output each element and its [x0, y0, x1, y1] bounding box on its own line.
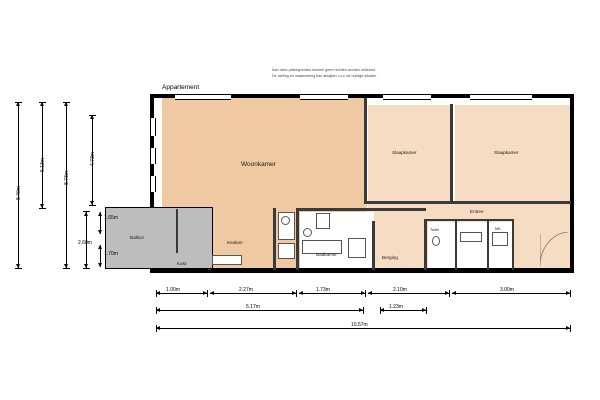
kitchen-stove-icon	[278, 243, 295, 259]
wall-right	[570, 94, 574, 273]
wall-interior-berging-left	[372, 221, 375, 270]
dim-label-3-00m: 3.00m	[500, 287, 514, 293]
dim-tick-1a	[156, 290, 157, 297]
dim-arrow-down-170	[98, 263, 102, 267]
shower-icon	[348, 238, 366, 258]
dim-label-10-57m: 10.57m	[351, 322, 368, 328]
dim-arrow-left-5	[452, 291, 456, 295]
wall-interior-mk-right	[512, 221, 514, 270]
dim-label-8-40m: 8.40m	[16, 186, 22, 200]
dim-line-10-57m	[156, 328, 570, 329]
page-title: Appartement	[162, 84, 200, 91]
dim-arrow-up-260	[84, 212, 88, 216]
dim-arrow-up-165	[98, 212, 102, 216]
room-fill-berging	[375, 225, 423, 270]
room-label-balkon: Balkon	[130, 235, 145, 240]
kitchen-cabinet	[212, 255, 242, 265]
wall-interior-woonkamer-right	[364, 98, 367, 204]
dim-tick-6a	[156, 307, 157, 314]
dim-line-1-00m	[156, 293, 207, 294]
wall-interior-badkamer-top	[296, 208, 426, 211]
dim-label-2-27m: 2.27m	[239, 287, 253, 293]
dim-tick-513b	[39, 208, 46, 209]
dim-label-8-73m: 8.73m	[64, 171, 70, 185]
dim-tick-840a	[15, 102, 22, 103]
meterkast-unit	[492, 232, 508, 246]
dim-line-1-23m	[380, 310, 426, 311]
dim-label-1-73m: 1.73m	[316, 287, 330, 293]
dim-line-1-73m	[299, 293, 365, 294]
dim-arrow-left-2	[210, 291, 214, 295]
room-label-berging: Berging	[382, 255, 398, 260]
dim-line-2-10m	[368, 293, 449, 294]
room-label-woonkamer: Woonkamer	[241, 161, 276, 168]
dim-line-2-27m	[210, 293, 296, 294]
room-label-slaapkamer-1: Slaapkamer	[392, 150, 417, 155]
dim-tick-6b	[363, 307, 364, 314]
window-left-1	[150, 118, 156, 136]
dim-tick-840b	[15, 268, 22, 269]
washbasin-icon	[303, 228, 312, 237]
wall-interior-corridor-top	[364, 201, 571, 204]
window-left-3	[150, 176, 156, 192]
dim-line-3-00m	[452, 293, 570, 294]
window-top-3	[383, 94, 431, 100]
dim-tick-5b	[570, 290, 571, 297]
toilet-icon	[432, 236, 440, 246]
room-label-kast: Kast	[177, 261, 187, 266]
wall-bottom	[150, 268, 574, 273]
wall-interior-toilet-left	[424, 219, 427, 270]
dim-label-1-00m: 1.00m	[166, 287, 180, 293]
dim-label-2-60m: 2.60m	[78, 240, 92, 246]
dim-label-5-13m: 5.13m	[40, 158, 46, 172]
room-fill-toilet-mk	[428, 222, 514, 270]
wall-interior-badkamer-left	[296, 208, 299, 270]
wall-interior-toilet-top	[427, 219, 514, 221]
dim-tick-2b	[296, 290, 297, 297]
room-label-toilet: Toilet	[430, 228, 439, 232]
dim-tick-513a	[39, 102, 46, 103]
dim-tick-3b	[365, 290, 366, 297]
room-label-keuken: Keuken	[227, 240, 243, 245]
dim-tick-873b	[63, 268, 70, 269]
disclaimer-line-1: Aan deze plattegronden kunnen geen rechten worden ontleend.	[272, 68, 377, 72]
dim-label-1-65m: 1.65m	[104, 215, 118, 221]
dim-tick-4b	[449, 290, 450, 297]
wall-interior-slaapkamers	[450, 104, 453, 204]
wall-interior-keuken-right	[273, 208, 276, 270]
dim-label-5-17m: 5.17m	[246, 304, 260, 310]
dim-line-8-40m	[18, 102, 19, 268]
dim-label-2-10m: 2.10m	[393, 287, 407, 293]
dim-tick-473b	[89, 205, 96, 206]
dim-arrow-up-170	[98, 245, 102, 249]
dim-arrow-left-3	[299, 291, 303, 295]
dim-label-1-23m: 1.23m	[389, 304, 403, 310]
dim-tick-8b	[570, 325, 571, 332]
room-label-mk: MK	[495, 227, 501, 231]
window-left-2	[150, 148, 156, 164]
window-top-2	[300, 94, 348, 100]
dim-tick-260b	[83, 268, 90, 269]
dim-tick-7b	[426, 307, 427, 314]
dim-tick-873a	[63, 102, 70, 103]
dim-tick-473a	[89, 115, 96, 116]
dim-tick-7a	[380, 307, 381, 314]
dim-arrow-left-4	[368, 291, 372, 295]
kitchen-sink-icon	[281, 216, 290, 225]
dim-line-5-17m	[156, 310, 363, 311]
window-top-1	[175, 94, 231, 100]
utility-counter	[460, 232, 482, 242]
dim-tick-1b	[207, 290, 208, 297]
dim-line-5-13m	[42, 102, 43, 208]
dim-arrow-down-165	[98, 230, 102, 234]
entry-door-swing-icon	[540, 232, 570, 268]
dim-tick-8a	[156, 325, 157, 332]
dim-line-8-73m	[66, 102, 67, 268]
window-top-4	[470, 94, 532, 100]
dim-label-4-73m: 4.73m	[90, 152, 96, 166]
wall-interior-mk-left	[487, 221, 489, 270]
room-label-slaapkamer-2: Slaapkamer	[494, 150, 519, 155]
dim-label-1-70m: 1.70m	[104, 251, 118, 257]
appliance-fridge	[316, 213, 330, 229]
wall-interior-toilet-right	[455, 221, 457, 270]
room-label-entree: Entree	[470, 209, 484, 214]
disclaimer-line-2: De meting en maatvoering kan afwijken t.o.v. de huidige situatie.	[272, 74, 378, 78]
dim-tick-260a	[83, 211, 90, 212]
room-label-badkamer: Badkamer	[316, 252, 337, 257]
